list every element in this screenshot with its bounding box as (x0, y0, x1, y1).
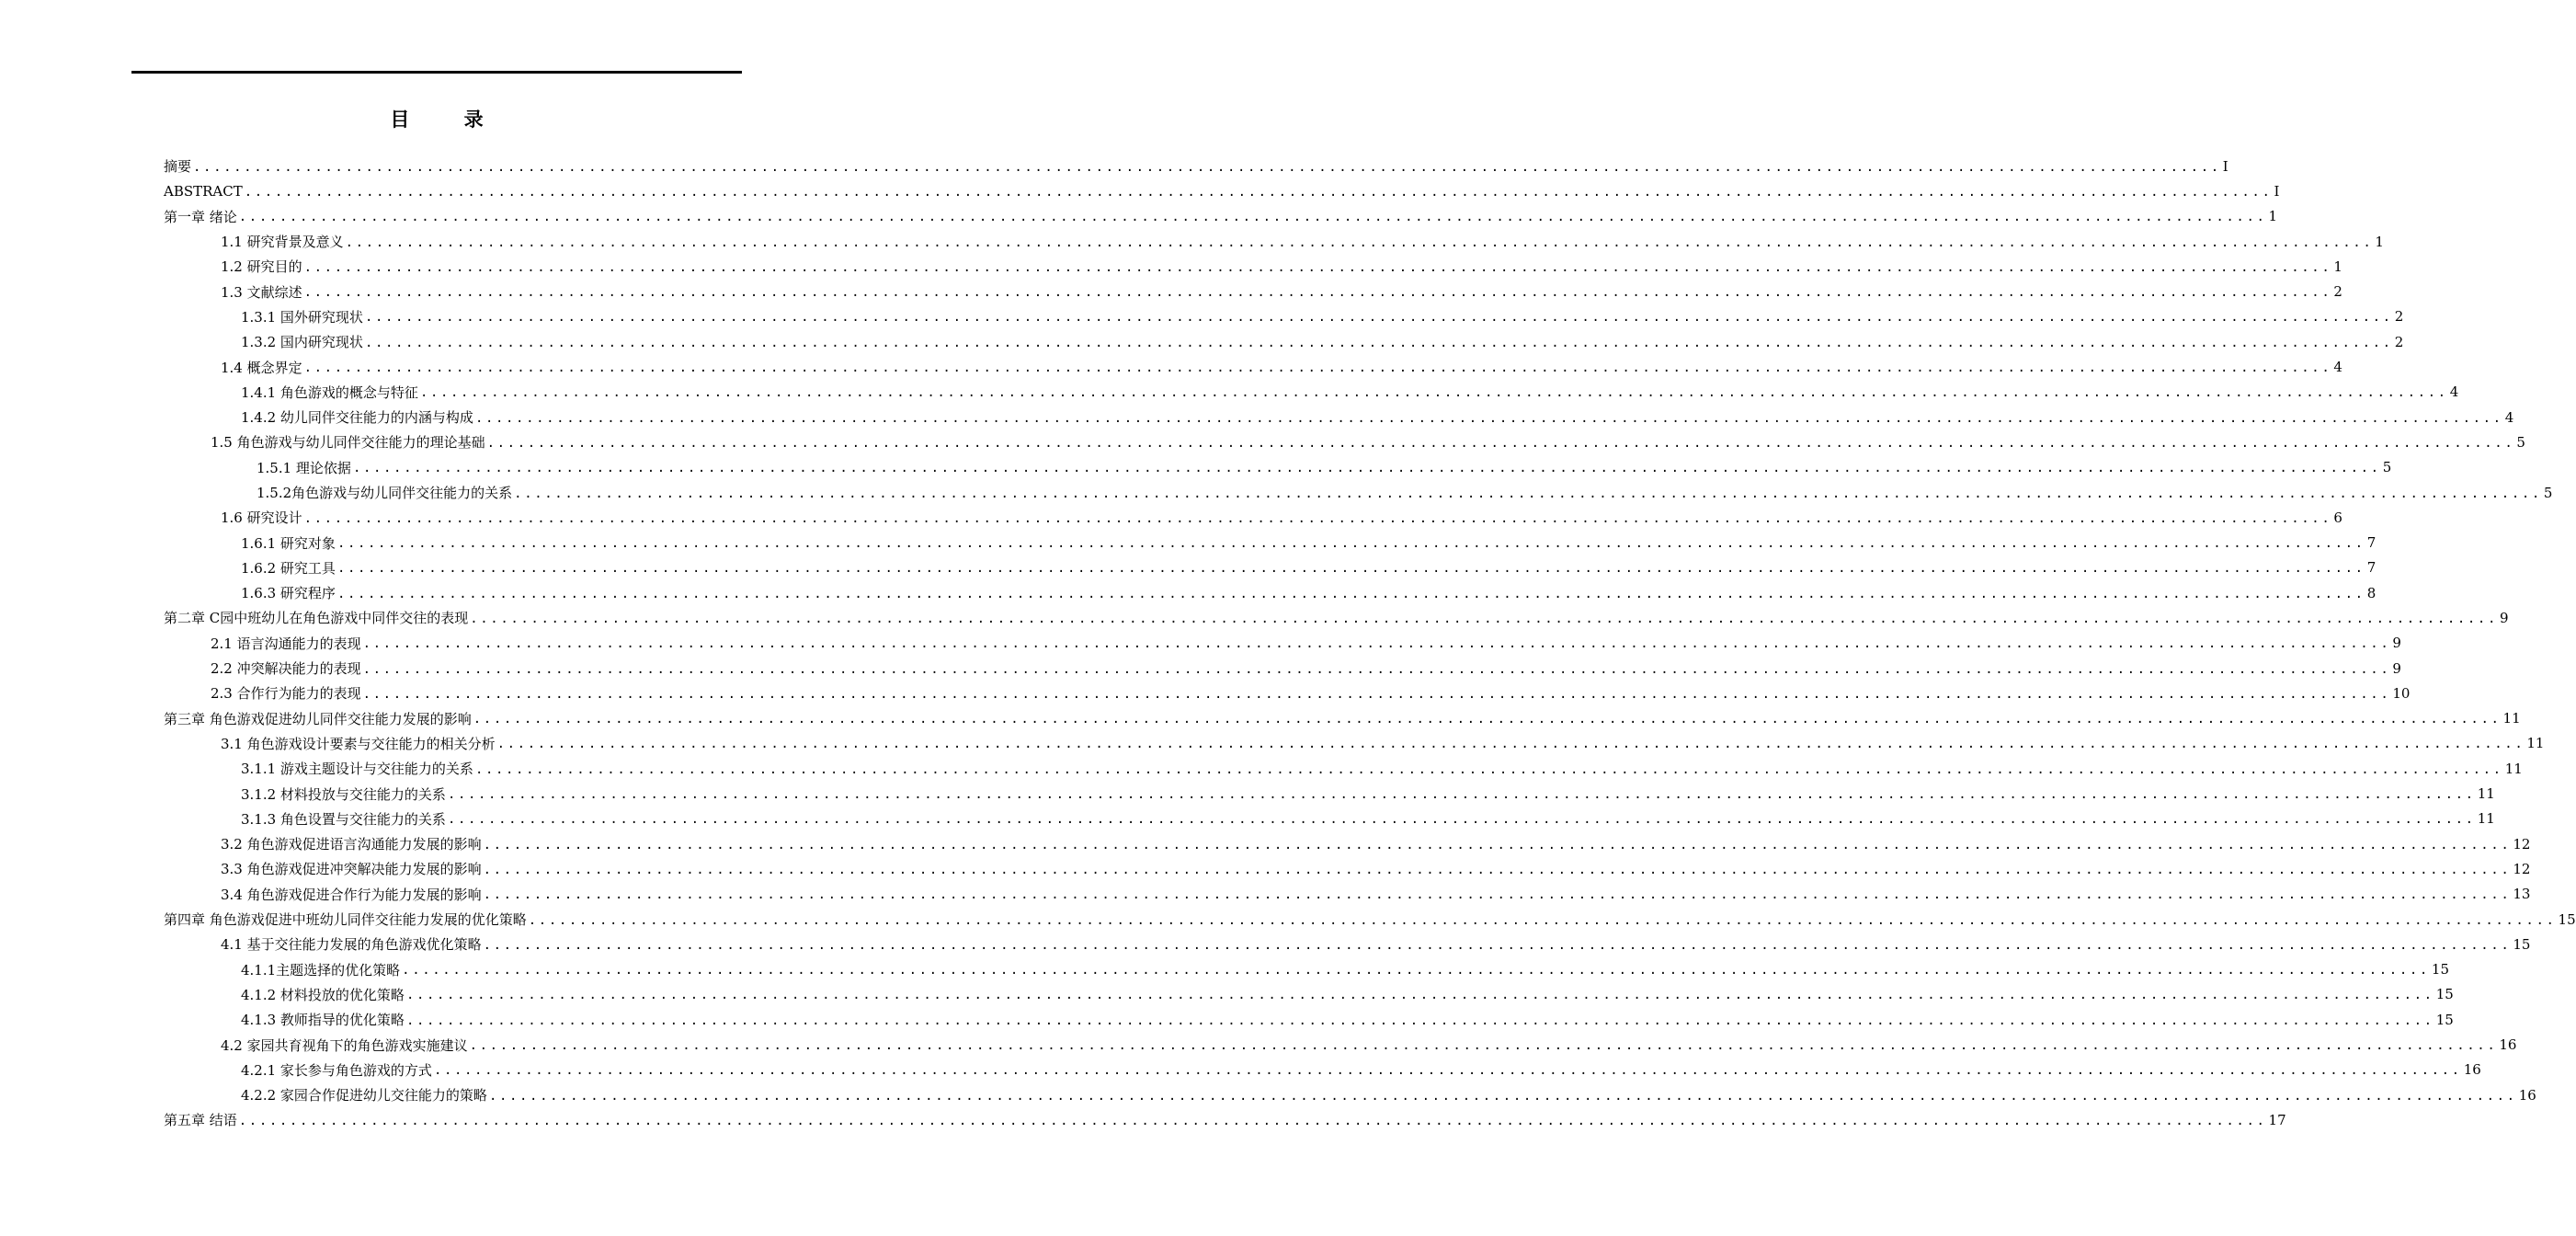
toc-entry-page-number: 2 (2394, 333, 2404, 350)
toc-entry-label: 1.3.1 国外研究现状 (241, 308, 363, 326)
toc-entry-page-number: 1 (2268, 208, 2278, 225)
toc-entry[interactable] (0, 229, 2384, 254)
toc-entry-page-number: 4 (2333, 359, 2342, 376)
dot-leader: ........................................................................................................................................................................................................ (193, 159, 2221, 175)
dot-leader: ........................................................................................................................................................................................................ (303, 285, 2332, 301)
toc-entry[interactable] (0, 204, 2278, 229)
toc-entry-label: 3.1.3 角色设置与交往能力的关系 (241, 810, 446, 828)
toc-entry-page-number: 8 (2366, 584, 2377, 601)
dot-leader: ........................................................................................................................................................................................................ (473, 712, 2502, 727)
toc-entry-page-number: 7 (2366, 559, 2377, 577)
toc-entry[interactable] (0, 656, 2401, 681)
toc-entry[interactable] (0, 178, 2280, 203)
toc-entry-page-number: 16 (2518, 1086, 2536, 1104)
toc-entry-label: 4.2.2 家园合作促进幼儿交往能力的策略 (241, 1087, 487, 1104)
toc-entry[interactable] (0, 882, 2531, 907)
toc-entry-page-number: 15 (2435, 1011, 2454, 1028)
toc-entry[interactable] (0, 455, 2392, 480)
toc-entry[interactable] (0, 856, 2531, 881)
dot-leader: ........................................................................................................................................................................................................ (488, 1088, 2517, 1104)
toc-entry-page-number: I (2222, 157, 2228, 175)
toc-entry-label: 第四章 角色游戏促进中班幼儿同伴交往能力发展的优化策略 (164, 911, 527, 929)
dot-leader: ........................................................................................................................................................................................................ (496, 737, 2525, 752)
dot-leader: ........................................................................................................................................................................................................ (483, 837, 2512, 853)
toc-entry-label: ABSTRACT (164, 182, 243, 200)
toc-entry-page-number: 11 (2477, 810, 2495, 828)
toc-entry[interactable] (0, 982, 2454, 1007)
toc-entry-label: 3.4 角色游戏促进合作行为能力发展的影响 (221, 886, 482, 903)
toc-entry-label: 2.3 合作行为能力的表现 (211, 685, 361, 703)
toc-entry-label: 1.2 研究目的 (221, 258, 302, 276)
dot-leader: ........................................................................................................................................................................................................ (470, 611, 2498, 626)
toc-entry[interactable] (0, 807, 2495, 831)
toc-entry-label: 1.6 研究设计 (221, 509, 302, 527)
toc-entry[interactable] (0, 405, 2514, 429)
toc-entry-page-number: 15 (2513, 935, 2531, 953)
toc-entry[interactable] (0, 957, 2450, 982)
toc-entry-page-number: 15 (2558, 910, 2576, 928)
toc-entry[interactable] (0, 1007, 2454, 1032)
toc-entry[interactable] (0, 254, 2342, 279)
dot-leader: ........................................................................................................................................................................................................ (362, 661, 2391, 677)
dot-leader: ........................................................................................................................................................................................................ (303, 510, 2332, 526)
toc-entry-label: 3.1.2 材料投放与交往能力的关系 (241, 785, 446, 803)
toc-entry[interactable] (0, 429, 2525, 454)
toc-entry-label: 3.2 角色游戏促进语言沟通能力发展的影响 (221, 836, 482, 853)
dot-leader: ........................................................................................................................................................................................................ (528, 912, 2557, 928)
dot-leader: ........................................................................................................................................................................................................ (364, 335, 2393, 350)
dot-leader: ........................................................................................................................................................................................................ (238, 210, 2267, 225)
dot-leader: ........................................................................................................................................................................................................ (419, 385, 2448, 401)
toc-entry-page-number: 5 (2382, 459, 2392, 476)
toc-entry[interactable] (0, 1082, 2536, 1107)
toc-entry-page-number: 16 (2463, 1061, 2481, 1079)
toc-entry-page-number: 11 (2504, 760, 2523, 777)
toc-entry[interactable] (0, 154, 2228, 178)
toc-entry[interactable] (0, 279, 2342, 303)
toc-entry[interactable] (0, 480, 2553, 505)
dot-leader: ........................................................................................................................................................................................................ (303, 259, 2332, 275)
toc-entry[interactable] (0, 756, 2523, 781)
toc-list (0, 154, 2576, 1133)
toc-entry-label: 第五章 结语 (164, 1112, 237, 1129)
toc-entry-page-number: 9 (2500, 609, 2509, 626)
dot-leader: ........................................................................................................................................................................................................ (433, 1063, 2462, 1079)
toc-entry[interactable] (0, 580, 2377, 605)
toc-entry-page-number: 15 (2431, 961, 2450, 978)
toc-entry[interactable] (0, 555, 2377, 580)
toc-title: 目 录 (390, 109, 507, 131)
toc-entry[interactable] (0, 505, 2342, 530)
toc-entry-page-number: 4 (2449, 383, 2459, 401)
toc-entry-label: 1.6.1 研究对象 (241, 534, 336, 552)
toc-entry-label: 1.3.2 国内研究现状 (241, 334, 363, 351)
dot-leader: ........................................................................................................................................................................................................ (336, 586, 2365, 601)
toc-entry-label: 1.5.1 理论依据 (256, 459, 351, 476)
dot-leader: ........................................................................................................................................................................................................ (486, 435, 2515, 451)
toc-entry[interactable] (0, 681, 2411, 705)
dot-leader: ........................................................................................................................................................................................................ (405, 988, 2434, 1003)
toc-entry-label: 4.1.1主题选择的优化策略 (241, 961, 401, 978)
toc-entry[interactable] (0, 1032, 2517, 1057)
toc-entry-page-number: 5 (2543, 484, 2553, 501)
toc-entry[interactable] (0, 1058, 2481, 1082)
toc-entry-label: 3.1 角色游戏设计要素与交往能力的相关分析 (221, 735, 496, 752)
toc-entry-page-number: 11 (2526, 735, 2545, 752)
dot-leader: ........................................................................................................................................................................................................ (483, 862, 2512, 877)
toc-entry-label: 1.4.1 角色游戏的概念与特征 (241, 383, 418, 401)
toc-entry[interactable] (0, 304, 2404, 329)
toc-entry-page-number: 16 (2499, 1036, 2517, 1054)
dot-leader: ........................................................................................................................................................................................................ (364, 310, 2393, 326)
toc-entry-label: 1.6.3 研究程序 (241, 585, 336, 602)
toc-entry[interactable] (0, 530, 2377, 555)
dot-leader: ........................................................................................................................................................................................................ (362, 636, 2391, 652)
dot-leader: ........................................................................................................................................................................................................ (447, 787, 2476, 803)
dot-leader: ........................................................................................................................................................................................................ (244, 184, 2273, 200)
toc-entry-page-number: 11 (2502, 710, 2521, 727)
toc-entry[interactable] (0, 329, 2404, 354)
toc-entry-label: 1.4.2 幼儿同伴交往能力的内涵与构成 (241, 409, 473, 427)
toc-entry-page-number: 9 (2392, 659, 2401, 677)
toc-entry-label: 1.3 文献综述 (221, 283, 302, 301)
toc-entry-label: 2.1 语言沟通能力的表现 (211, 635, 361, 652)
toc-entry-label: 1.4 概念界定 (221, 359, 302, 376)
toc-entry-label: 2.2 冲突解决能力的表现 (211, 660, 361, 678)
toc-entry-label: 4.1.3 教师指导的优化策略 (241, 1012, 405, 1029)
toc-entry[interactable] (0, 605, 2509, 630)
dot-leader: ........................................................................................................................................................................................................ (362, 686, 2391, 702)
toc-entry-page-number: 1 (2333, 258, 2342, 275)
toc-entry[interactable] (0, 631, 2401, 656)
toc-entry-page-number: 7 (2366, 534, 2377, 552)
dot-leader: ........................................................................................................................................................................................................ (336, 561, 2365, 577)
toc-entry-page-number: 2 (2333, 283, 2342, 301)
toc-entry-label: 3.3 角色游戏促进冲突解决能力发展的影响 (221, 861, 482, 878)
toc-entry-label: 1.5.2角色游戏与幼儿同伴交往能力的关系 (256, 485, 513, 501)
toc-entry-page-number: 17 (2268, 1111, 2286, 1128)
toc-entry-page-number: 13 (2513, 886, 2531, 903)
toc-entry[interactable] (0, 831, 2531, 856)
dot-leader: ........................................................................................................................................................................................................ (352, 461, 2381, 476)
dot-leader: ........................................................................................................................................................................................................ (336, 536, 2365, 552)
dot-leader: ........................................................................................................................................................................................................ (483, 887, 2512, 903)
toc-entry-page-number: 5 (2516, 433, 2525, 451)
toc-entry-label: 3.1.1 游戏主题设计与交往能力的关系 (241, 761, 473, 778)
toc-entry-label: 第三章 角色游戏促进幼儿同伴交往能力发展的影响 (164, 710, 472, 727)
toc-entry-page-number: I (2274, 182, 2280, 200)
toc-entry-label: 4.2.1 家长参与角色游戏的方式 (241, 1061, 432, 1079)
toc-entry-label: 第一章 绪论 (164, 208, 237, 225)
dot-leader: ........................................................................................................................................................................................................ (469, 1038, 2498, 1054)
dot-leader: ........................................................................................................................................................................................................ (303, 360, 2332, 376)
toc-entry[interactable] (0, 380, 2459, 405)
dot-leader: ........................................................................................................................................................................................................ (474, 410, 2503, 426)
header-rule (131, 71, 742, 74)
toc-entry[interactable] (0, 706, 2521, 731)
toc-entry-label: 1.1 研究背景及意义 (221, 234, 344, 251)
toc-entry-page-number: 12 (2513, 835, 2531, 853)
toc-entry-page-number: 6 (2333, 509, 2342, 526)
dot-leader: ........................................................................................................................................................................................................ (345, 235, 2374, 250)
toc-entry-page-number: 2 (2394, 308, 2404, 326)
toc-entry[interactable] (0, 781, 2495, 806)
dot-leader: ........................................................................................................................................................................................................ (474, 761, 2503, 777)
toc-entry-label: 4.1.2 材料投放的优化策略 (241, 986, 405, 1003)
toc-entry-label: 1.5 角色游戏与幼儿同伴交往能力的理论基础 (211, 434, 485, 452)
toc-entry[interactable] (0, 907, 2576, 932)
dot-leader: ........................................................................................................................................................................................................ (514, 486, 2542, 501)
toc-entry[interactable] (0, 1107, 2286, 1132)
toc-entry-label: 摘要 (164, 158, 192, 176)
toc-entry[interactable] (0, 354, 2342, 379)
dot-leader: ........................................................................................................................................................................................................ (483, 937, 2512, 953)
toc-entry[interactable] (0, 731, 2545, 756)
toc-entry-page-number: 12 (2513, 860, 2531, 877)
toc-entry[interactable] (0, 932, 2531, 956)
toc-entry-page-number: 11 (2477, 785, 2495, 803)
toc-entry-label: 4.2 家园共育视角下的角色游戏实施建议 (221, 1036, 468, 1054)
toc-entry-page-number: 10 (2392, 684, 2411, 702)
toc-entry-label: 4.1 基于交往能力发展的角色游戏优化策略 (221, 936, 482, 954)
toc-entry-page-number: 4 (2504, 408, 2514, 426)
dot-leader: ........................................................................................................................................................................................................ (402, 963, 2430, 978)
toc-entry-page-number: 1 (2375, 233, 2384, 250)
toc-entry-label: 第二章 C园中班幼儿在角色游戏中同伴交往的表现 (164, 610, 469, 627)
toc-entry-page-number: 9 (2392, 635, 2401, 652)
dot-leader: ........................................................................................................................................................................................................ (238, 1113, 2267, 1128)
dot-leader: ........................................................................................................................................................................................................ (405, 1013, 2434, 1028)
toc-entry-page-number: 15 (2435, 986, 2454, 1003)
toc-entry-label: 1.6.2 研究工具 (241, 559, 336, 577)
dot-leader: ........................................................................................................................................................................................................ (447, 812, 2476, 828)
